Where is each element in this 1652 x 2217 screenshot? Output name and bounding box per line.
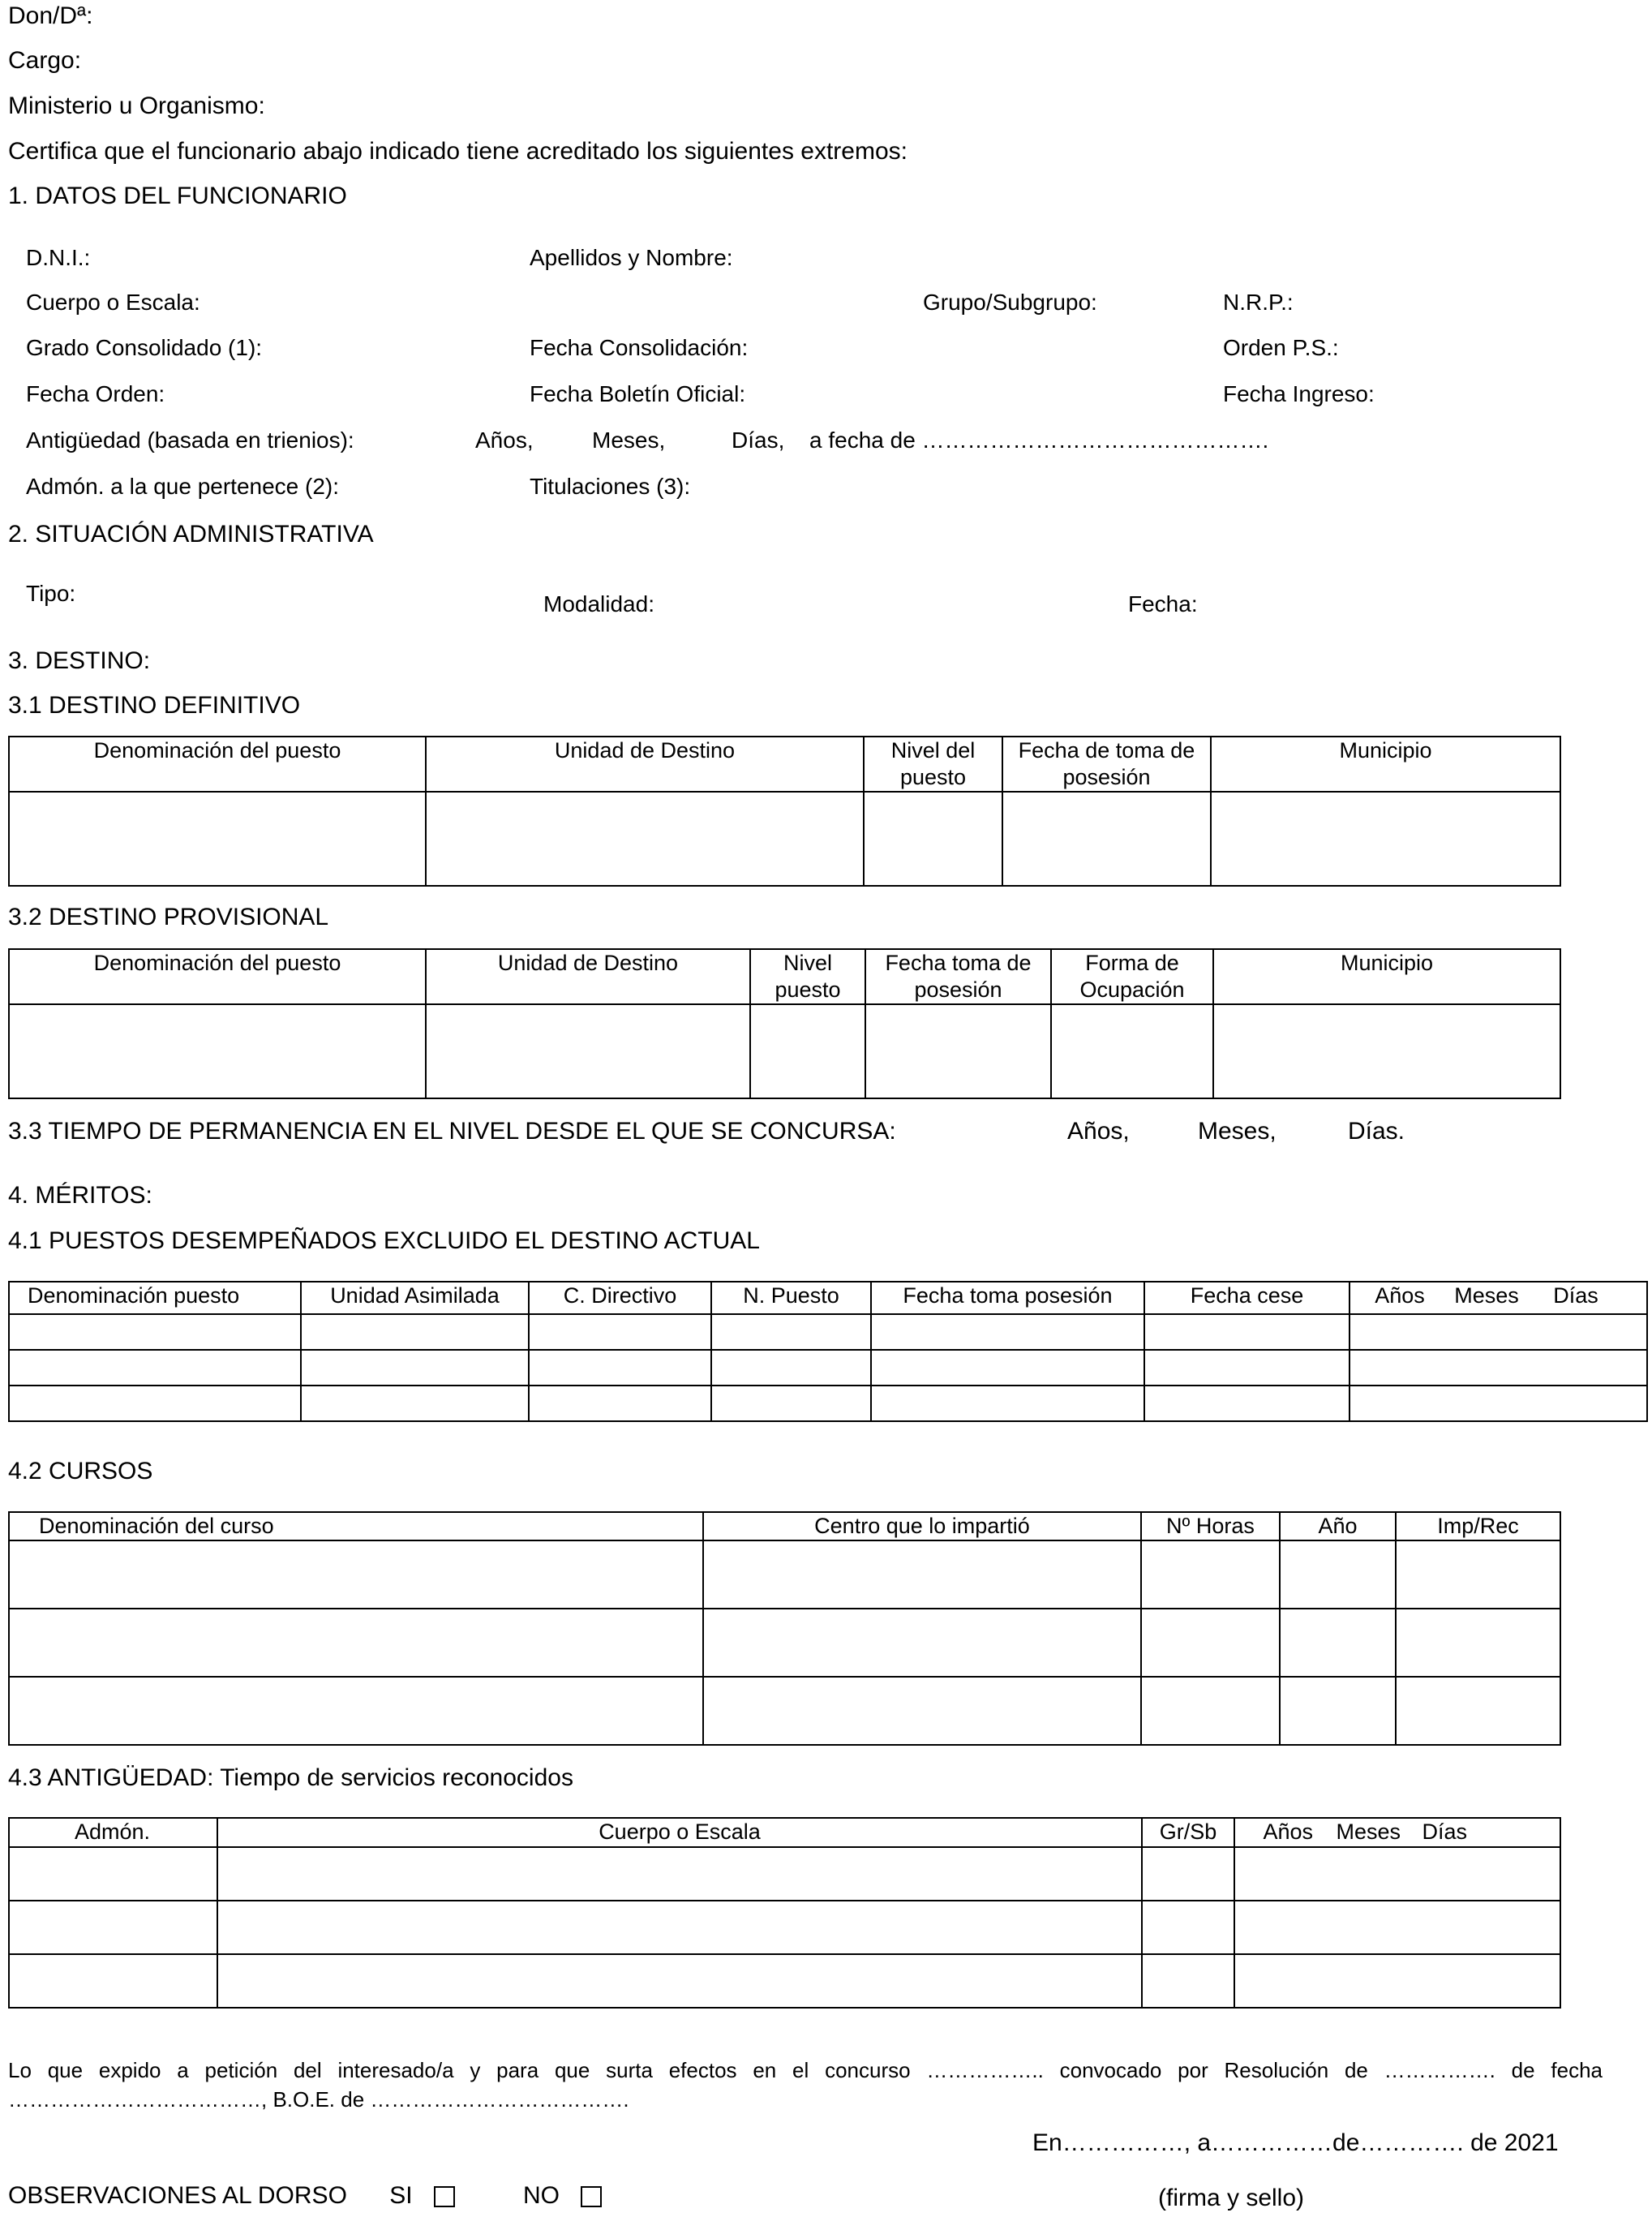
header-cell: Fecha cese [1144, 1282, 1349, 1314]
header-cell: Año [1280, 1512, 1396, 1540]
dni-label: D.N.I.: [26, 245, 91, 270]
input-cell[interactable] [9, 792, 426, 886]
section1-title: 1. DATOS DEL FUNCIONARIO [8, 183, 347, 209]
no-label: NO [522, 2182, 560, 2209]
table-row [9, 1954, 1560, 2008]
header-cell-duration [1349, 1282, 1647, 1314]
observaciones-row [8, 2182, 602, 2210]
destino-provisional-table [8, 948, 1561, 1099]
header-cell: Denominación puesto [9, 1282, 301, 1314]
cargo-label: Cargo: [8, 47, 82, 74]
don-label: Don/Dª: [8, 2, 93, 29]
permanencia-anos: Años, [1067, 1118, 1130, 1145]
input-cell[interactable] [1213, 1004, 1560, 1098]
puestos-title: 4.1 PUESTOS DESEMPEÑADOS EXCLUIDO EL DESTINO ACTUAL [8, 1227, 760, 1254]
fecha-consolidacion-label: Fecha Consolidación: [530, 335, 749, 360]
header-cell: Forma de Ocupación [1051, 949, 1213, 1004]
fecha-ingreso-label: Fecha Ingreso: [1223, 381, 1375, 406]
a-fecha-de: a fecha de ………………………………………. [809, 428, 1269, 453]
header-cell: Unidad Asimilada [301, 1282, 529, 1314]
table-row [9, 1901, 1560, 1954]
input-cell[interactable] [9, 1004, 426, 1098]
years-header: Años [1375, 1283, 1425, 1308]
tiempo-permanencia-label: 3.3 TIEMPO DE PERMANENCIA EN EL NIVEL DESDE EL QUE SE CONCURSA: [8, 1118, 896, 1145]
input-cell[interactable] [1002, 792, 1211, 886]
header-cell-duration [1234, 1818, 1560, 1847]
table-row [9, 1609, 1560, 1677]
destino-definitivo-title: 3.1 DESTINO DEFINITIVO [8, 692, 301, 719]
input-cell[interactable] [1211, 792, 1560, 886]
input-cell[interactable] [1051, 1004, 1213, 1098]
header-cell: Admón. [9, 1818, 217, 1847]
destino-definitivo-table [8, 736, 1561, 887]
destino-provisional-title: 3.2 DESTINO PROVISIONAL [8, 904, 329, 930]
cuerpo-label: Cuerpo o Escala: [26, 290, 200, 315]
header-cell: Fecha toma posesión [871, 1282, 1144, 1314]
header-cell: Cuerpo o Escala [217, 1818, 1142, 1847]
days-header: Días [1422, 1820, 1467, 1844]
input-cell[interactable] [864, 792, 1002, 886]
input-cell[interactable] [426, 1004, 750, 1098]
cursos-table [8, 1511, 1561, 1746]
header-cell: N. Puesto [711, 1282, 871, 1314]
input-cell[interactable] [865, 1004, 1051, 1098]
table-row [9, 792, 1560, 886]
header-cell: Denominación del curso [9, 1512, 703, 1540]
observaciones-label: OBSERVACIONES AL DORSO [8, 2182, 347, 2209]
input-cell[interactable] [750, 1004, 865, 1098]
si-label: SI [389, 2182, 413, 2209]
closing-paragraph: Lo que expido a petición del interesado/a y para que surta efectos en el concurso …………….. convocado por Resolución de ……………. de fecha ………………………………, B.O.E. de ………………………………. [8, 2058, 1603, 2112]
table-row [9, 1540, 1560, 1609]
antiguedad-table [8, 1817, 1561, 2009]
header-cell: Centro que lo impartió [703, 1512, 1141, 1540]
input-cell[interactable] [426, 792, 864, 886]
antiguedad-meses: Meses, [592, 428, 666, 453]
section2-title: 2. SITUACIÓN ADMINISTRATIVA [8, 521, 374, 548]
cursos-title: 4.2 CURSOS [8, 1458, 153, 1484]
days-header: Días [1553, 1283, 1598, 1308]
puestos-table [8, 1281, 1648, 1422]
table-row [9, 1350, 1647, 1386]
table-row [9, 1847, 1560, 1901]
table-row [9, 1004, 1560, 1098]
header-cell: Municipio [1213, 949, 1560, 1004]
fecha-boletin-label: Fecha Boletín Oficial: [530, 381, 746, 406]
modalidad-label: Modalidad: [543, 591, 654, 617]
no-checkbox[interactable] [581, 2186, 602, 2207]
header-cell: Fecha de toma de posesión [1002, 737, 1211, 792]
certifica-text: Certifica que el funcionario abajo indicado tiene acreditado los siguientes extremos: [8, 138, 908, 165]
section4-title: 4. MÉRITOS: [8, 1182, 152, 1209]
firma-sello: (firma y sello) [1158, 2185, 1305, 2211]
header-cell: Denominación del puesto [9, 737, 426, 792]
years-header: Años [1263, 1820, 1313, 1844]
header-cell: Imp/Rec [1396, 1512, 1560, 1540]
permanencia-dias: Días. [1348, 1118, 1405, 1145]
table-row [9, 1314, 1647, 1350]
orden-ps-label: Orden P.S.: [1223, 335, 1339, 360]
fecha-orden-label: Fecha Orden: [26, 381, 165, 406]
antiguedad-title: 4.3 ANTIGÜEDAD: Tiempo de servicios reconocidos [8, 1764, 573, 1791]
ministerio-label: Ministerio u Organismo: [8, 92, 265, 119]
header-cell: Unidad de Destino [426, 737, 864, 792]
admon-label: Admón. a la que pertenece (2): [26, 474, 340, 499]
lugar-fecha: En……………, a……………de…………. de 2021 [1032, 2129, 1559, 2156]
antiguedad-dias: Días, [732, 428, 785, 453]
table-row [9, 1677, 1560, 1745]
permanencia-meses: Meses, [1198, 1118, 1277, 1145]
nrp-label: N.R.P.: [1223, 290, 1294, 315]
grupo-label: Grupo/Subgrupo: [923, 290, 1097, 315]
months-header: Meses [1454, 1283, 1519, 1308]
header-cell: Denominación del puesto [9, 949, 426, 1004]
apellidos-label: Apellidos y Nombre: [530, 245, 733, 270]
section3-title: 3. DESTINO: [8, 647, 151, 674]
tipo-label: Tipo: [26, 581, 76, 606]
si-checkbox[interactable] [434, 2186, 455, 2207]
header-cell: Nº Horas [1141, 1512, 1280, 1540]
titulaciones-label: Titulaciones (3): [530, 474, 691, 499]
header-cell: Fecha toma de posesión [865, 949, 1051, 1004]
header-cell: Nivel puesto [750, 949, 865, 1004]
header-cell: Municipio [1211, 737, 1560, 792]
fecha-label: Fecha: [1128, 591, 1198, 617]
grado-label: Grado Consolidado (1): [26, 335, 263, 360]
table-row [9, 1386, 1647, 1421]
header-cell: Gr/Sb [1142, 1818, 1234, 1847]
header-cell: Nivel del puesto [864, 737, 1002, 792]
antiguedad-anos: Años, [475, 428, 534, 453]
header-cell: C. Directivo [529, 1282, 711, 1314]
months-header: Meses [1336, 1820, 1401, 1844]
header-cell: Unidad de Destino [426, 949, 750, 1004]
antiguedad-label: Antigüedad (basada en trienios): [26, 428, 354, 453]
